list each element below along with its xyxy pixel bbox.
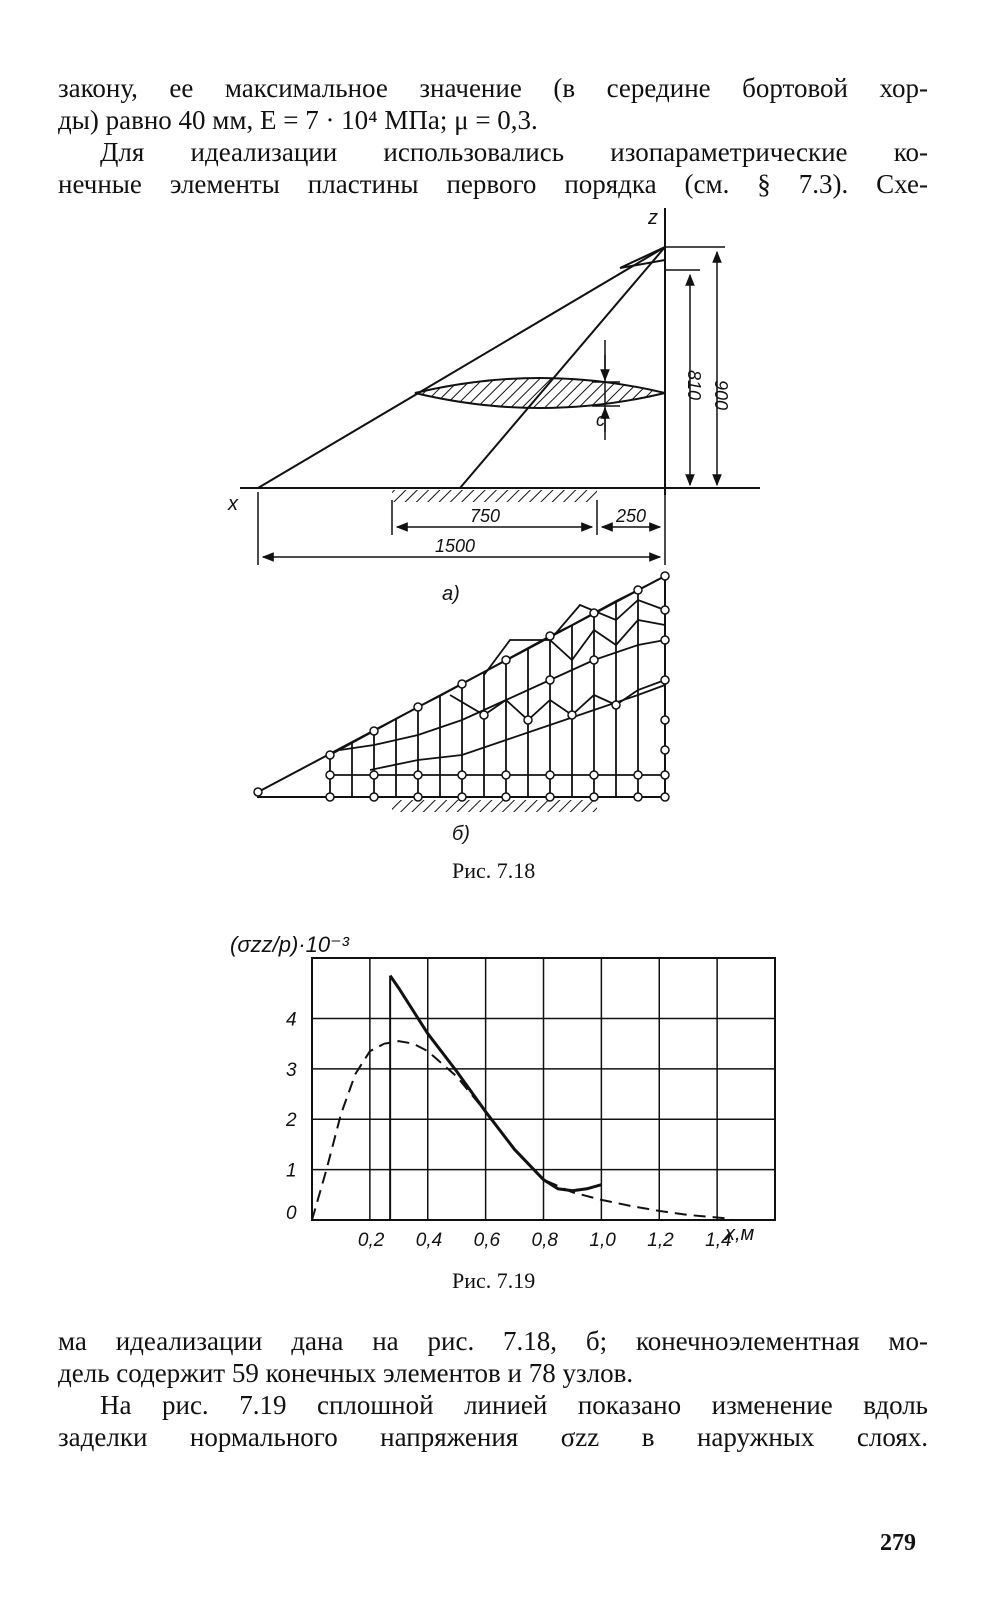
caption-fig-7-19: Рис. 7.19 — [452, 1268, 536, 1293]
axis-x-label: x — [228, 493, 238, 515]
y-tick-label: 4 — [286, 1009, 297, 1031]
text-line-3: Для идеализации использовались изопараметрические ко- — [100, 137, 928, 167]
dim-c-label: c — [596, 410, 605, 430]
axis-z-label: z — [648, 207, 658, 229]
y-tick-label: 0 — [286, 1203, 297, 1224]
subfigure-b-label: б) — [452, 823, 470, 845]
x-tick-label: 0,6 — [473, 1230, 501, 1251]
text-line-8: заделки нормального напряжения σzz в наружных слоях. — [58, 1422, 928, 1452]
clamp-hatch-b — [392, 800, 597, 812]
caption-fig-7-18: Рис. 7.18 — [452, 858, 536, 883]
text-line-1: закону, ее максимальное значение (в середине бортовой хор- — [58, 73, 928, 103]
dim-750-label: 750 — [470, 506, 501, 526]
dim-250-label: 250 — [616, 506, 647, 526]
page-number: 279 — [880, 1530, 916, 1556]
y-tick-label: 1 — [286, 1160, 297, 1182]
figure-7-19-chart — [230, 920, 790, 1260]
text-line-2: ды) равно 40 мм, E = 7 · 10⁴ МПа; μ = 0,3. — [58, 105, 538, 135]
x-tick-label: 1,4 — [705, 1230, 732, 1251]
dim-900-label: 900 — [711, 380, 731, 411]
figure-7-18 — [220, 200, 760, 890]
dim-1500-label: 1500 — [435, 536, 476, 556]
x-tick-label: 1,0 — [589, 1230, 616, 1251]
series-solid — [390, 976, 601, 1191]
x-tick-label: 0,8 — [531, 1230, 558, 1251]
y-tick-label: 3 — [286, 1059, 297, 1081]
x-tick-label: 0,4 — [415, 1230, 443, 1251]
chart-ticks — [285, 1009, 732, 1251]
x-tick-label: 0,2 — [357, 1230, 385, 1251]
text-line-6: дель содержит 59 конечных элементов и 78 узлов. — [58, 1358, 634, 1388]
chart-xlabel: x,м — [725, 1223, 755, 1245]
subfigure-a-label: а) — [442, 583, 460, 605]
chart-series — [312, 976, 732, 1220]
text-line-7: На рис. 7.19 сплошной линией показано изменение вдоль — [100, 1390, 928, 1420]
series-dashed — [312, 1041, 732, 1220]
text-line-5: ма идеализации дана на рис. 7.18, б; конечноэлементная мо- — [58, 1326, 928, 1356]
x-tick-label: 1,2 — [647, 1230, 674, 1251]
chart-ylabel: (σzz/p)·10⁻³ — [230, 932, 350, 957]
text-line-4: нечные элементы пластины первого порядка (см. § 7.3). Схе- — [58, 169, 928, 199]
dim-810-label: 810 — [684, 370, 704, 401]
y-tick-label: 2 — [286, 1110, 297, 1132]
